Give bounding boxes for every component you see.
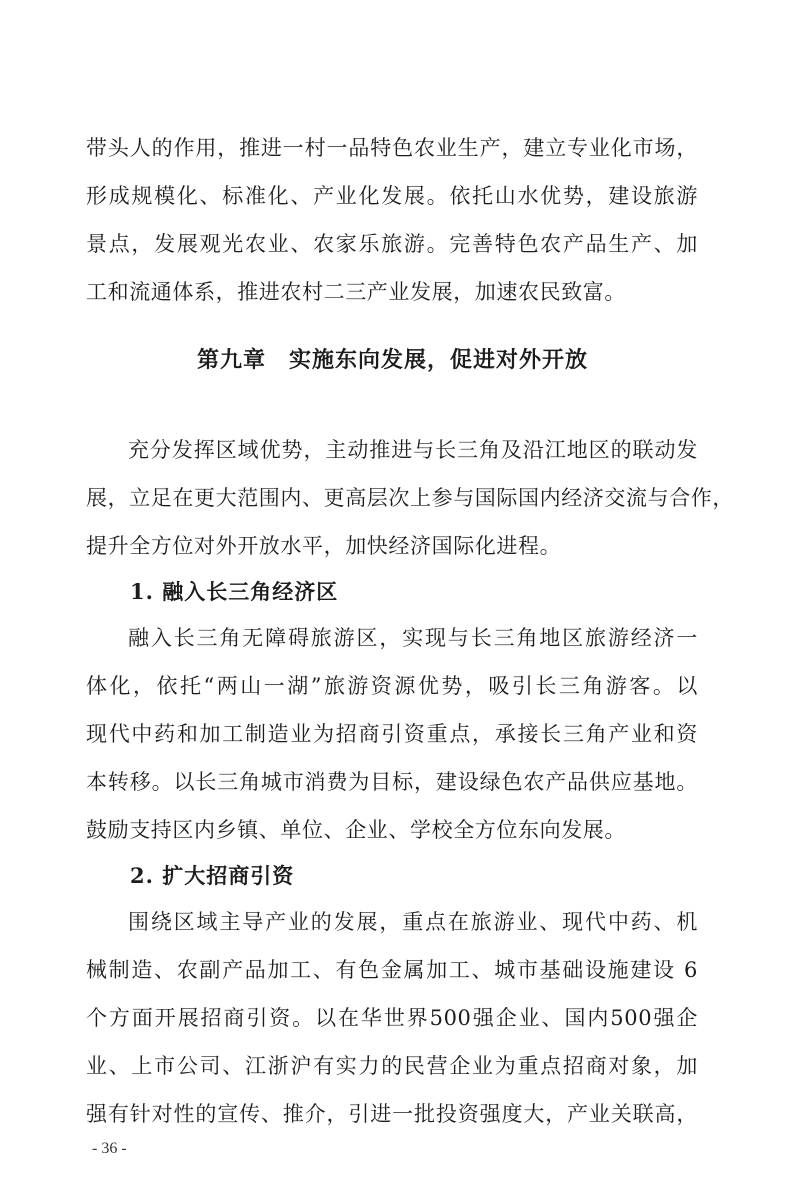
paragraph-1-line-2: 形成规模化、标准化、产业化发展。依托山水优势，建设旅游 <box>86 184 698 208</box>
paragraph-3-line-5: 鼓励支持区内乡镇、单位、企业、学校全方位东向发展。 <box>86 818 626 842</box>
paragraph-3-line-4: 本转移。以长三角城市消费为目标，建设绿色农产品供应基地。 <box>86 770 698 794</box>
chapter-title: 第九章 实施东向发展，促进对外开放 <box>196 348 588 373</box>
paragraph-4-line-3: 个方面开展招商引资。以在华世界500强企业、国内500强企 <box>86 1006 698 1030</box>
page-number: - 36 - <box>92 1140 127 1157</box>
paragraph-2-line-1: 充分发挥区域优势，主动推进与长三角及沿江地区的联动发 <box>128 438 698 462</box>
paragraph-3-line-3: 现代中药和加工制造业为招商引资重点，承接长三角产业和资 <box>86 722 698 746</box>
section-2-title: 2. 扩大招商引资 <box>130 863 295 888</box>
paragraph-1-line-1: 带头人的作用，推进一村一品特色农业生产，建立专业化市场， <box>86 136 698 160</box>
paragraph-3-line-1: 融入长三角无障碍旅游区，实现与长三角地区旅游经济一 <box>128 626 698 650</box>
paragraph-2-line-3: 提升全方位对外开放水平，加快经济国际化进程。 <box>86 534 562 558</box>
paragraph-4-line-4: 业、上市公司、江浙沪有实力的民营企业为重点招商对象，加 <box>86 1054 698 1078</box>
paragraph-4-line-5: 强有针对性的宣传、推介，引进一批投资强度大，产业关联高， <box>86 1102 698 1126</box>
paragraph-3-line-2: 体化，依托“两山一湖”旅游资源优势，吸引长三角游客。以 <box>86 674 698 698</box>
paragraph-1-line-4: 工和流通体系，推进农村二三产业发展，加速农民致富。 <box>86 280 626 304</box>
section-1-title: 1. 融入长三角经济区 <box>130 579 339 604</box>
paragraph-4-line-1: 围绕区域主导产业的发展，重点在旅游业、现代中药、机 <box>128 910 698 934</box>
paragraph-4-line-2: 械制造、农副产品加工、有色金属加工、城市基础设施建设 6 <box>86 958 698 982</box>
paragraph-2-line-2: 展，立足在更大范围内、更高层次上参与国际国内经济交流与合作， <box>86 486 734 510</box>
paragraph-1-line-3: 景点，发展观光农业、农家乐旅游。完善特色农产品生产、加 <box>86 232 698 256</box>
